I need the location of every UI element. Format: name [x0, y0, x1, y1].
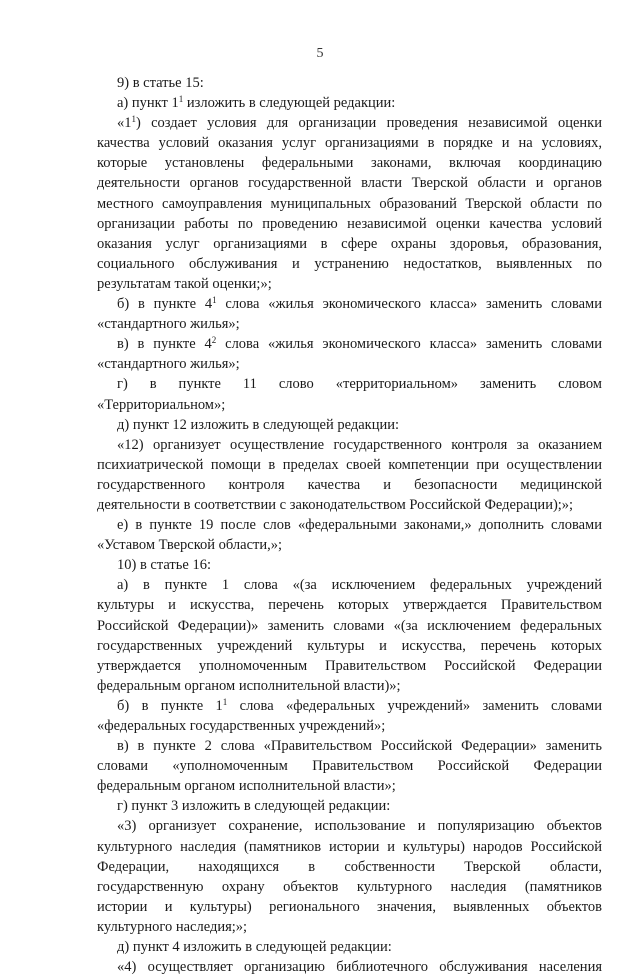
text-line	[97, 555, 602, 575]
text-line	[97, 796, 602, 816]
text-segment: культурного наследия (памятников истории и культуры) народов Российской	[97, 838, 602, 855]
text-segment: г) в пункте 11 слово «территориальном» заменить словом	[117, 376, 602, 393]
text-segment: «12) организует осуществление государственного контроля за оказанием	[117, 436, 602, 453]
text-segment: слова «федеральных учреждений» заменить словами	[227, 697, 602, 714]
text-segment: ) создает условия для организации проведения независимой оценки	[136, 115, 602, 132]
text-line	[97, 776, 602, 796]
text-line	[97, 173, 602, 193]
text-segment: деятельности в соответствии с законодательством Российской Федерации);»;	[97, 496, 574, 513]
text-segment: деятельности органов государственной власти Тверской области и органов	[97, 175, 602, 192]
text-line	[97, 535, 602, 555]
text-line	[97, 294, 602, 314]
text-line	[97, 254, 602, 274]
text-segment: социального обслуживания и устранению недостатков, выявленных по	[97, 255, 602, 272]
text-segment: культуры и искусства, перечень которых утверждается Правительством	[97, 597, 602, 614]
text-line	[97, 435, 602, 455]
text-line	[97, 636, 602, 656]
text-segment: изложить в следующей редакции:	[183, 95, 396, 112]
superscript: 1	[212, 295, 217, 306]
superscript: 2	[211, 335, 217, 346]
text-line	[97, 676, 602, 696]
text-segment: г) пункт 3 изложить в следующей редакции:	[117, 798, 391, 815]
text-segment: федеральным органом исполнительной власти)»;	[97, 677, 401, 694]
text-line	[97, 274, 602, 294]
text-line	[97, 415, 602, 435]
text-segment: государственных учреждений культуры и искусства, перечень которых	[97, 637, 602, 654]
text-segment: результатам такой оценки;»;	[97, 275, 272, 292]
text-segment: д) пункт 4 изложить в следующей редакции:	[117, 939, 392, 956]
text-line	[97, 334, 602, 354]
text-segment: местного самоуправления муниципальных образований Тверской области по	[97, 195, 602, 212]
text-segment: б) в пункте 1	[117, 697, 223, 714]
superscript: 1	[178, 94, 184, 105]
text-line	[97, 937, 602, 957]
text-line	[97, 93, 602, 113]
text-segment: слова «жилья экономического класса» заменить словами	[216, 336, 603, 353]
text-line	[97, 656, 602, 676]
superscript: 1	[222, 696, 228, 707]
text-segment: качества условий оказания услуг организациями в порядке и на условиях,	[97, 135, 602, 152]
text-segment: д) пункт 12 изложить в следующей редакции:	[117, 416, 399, 433]
text-segment: в) в пункте 4	[117, 336, 212, 353]
text-line	[97, 696, 602, 716]
text-segment: утверждается уполномоченным Правительством Российской Федерации	[97, 657, 602, 674]
text-segment: государственную охрану объектов культурного наследия (памятников	[97, 878, 602, 895]
text-line	[97, 113, 602, 133]
superscript: 1	[131, 114, 136, 125]
text-segment: 9) в статье 15:	[117, 75, 204, 91]
text-segment: е) в пункте 19 после слов «федеральными законами,» дополнить словами	[117, 517, 602, 534]
text-segment: культурного наследия;»;	[97, 918, 248, 935]
text-segment: государственного контроля качества и безопасности медицинской	[97, 476, 602, 493]
text-line	[97, 495, 602, 515]
text-segment: которые установлены федеральными законами, включая координацию	[97, 155, 602, 172]
text-line	[97, 716, 602, 736]
document-body	[97, 73, 602, 977]
text-line	[97, 234, 602, 254]
text-line	[97, 736, 602, 756]
text-line	[97, 153, 602, 173]
text-segment: «стандартного жилья»;	[97, 356, 240, 373]
text-segment: «1	[117, 115, 132, 132]
text-line	[97, 73, 602, 93]
text-segment: а) пункт 1	[117, 95, 179, 112]
text-line	[97, 133, 602, 153]
text-line	[97, 194, 602, 214]
text-segment: а) в пункте 1 слова «(за исключением федеральных учреждений	[117, 577, 602, 594]
text-segment: «стандартного жилья»;	[97, 316, 240, 333]
text-line	[97, 575, 602, 595]
text-line	[97, 595, 602, 615]
text-segment: истории и культуры) регионального значения, выявленных объектов	[97, 898, 602, 915]
text-line	[97, 616, 602, 636]
text-segment: «3) организует сохранение, использование и популяризацию объектов	[117, 818, 602, 835]
text-line	[97, 515, 602, 535]
text-line	[97, 354, 602, 374]
text-line	[97, 314, 602, 334]
text-line	[97, 957, 602, 977]
text-segment: 10) в статье 16:	[117, 557, 211, 574]
text-segment: федеральным органом исполнительной власти»;	[97, 778, 396, 795]
text-line	[97, 816, 602, 836]
text-line	[97, 917, 602, 937]
text-line	[97, 837, 602, 857]
text-segment: б) в пункте 4	[117, 296, 213, 313]
text-segment: оказания услуг организациями в сфере охраны здоровья, образования,	[97, 235, 602, 252]
text-segment: в) в пункте 2 слова «Правительством Российской Федерации» заменить	[117, 738, 602, 755]
text-line	[97, 857, 602, 877]
text-segment: слова «жилья экономического класса» заменить словами	[216, 296, 602, 313]
text-segment: психиатрической помощи в пределах своей компетенции при осуществлении	[97, 456, 602, 473]
text-line	[97, 395, 602, 415]
text-line	[97, 877, 602, 897]
text-segment: словами «уполномоченным Правительством Российской Федерации	[97, 758, 602, 775]
text-segment: «Территориальном»;	[97, 396, 226, 413]
text-line	[97, 756, 602, 776]
text-segment: Федерации, находящихся в собственности Тверской области,	[97, 858, 602, 875]
text-line	[97, 897, 602, 917]
text-line	[97, 374, 602, 394]
text-segment: «4) осуществляет организацию библиотечного обслуживания населения	[117, 959, 602, 976]
text-line	[97, 455, 602, 475]
page-number: 5	[316, 46, 324, 61]
text-segment: «Уставом Тверской области,»;	[97, 537, 283, 554]
text-segment: организации работы по проведению независимой оценки качества условий	[97, 215, 602, 232]
text-line	[97, 214, 602, 234]
text-segment: «федеральных государственных учреждений»;	[97, 718, 386, 734]
text-segment: Российской Федерации)» заменить словами «(за исключением федеральных	[97, 617, 602, 634]
text-line	[97, 475, 602, 495]
